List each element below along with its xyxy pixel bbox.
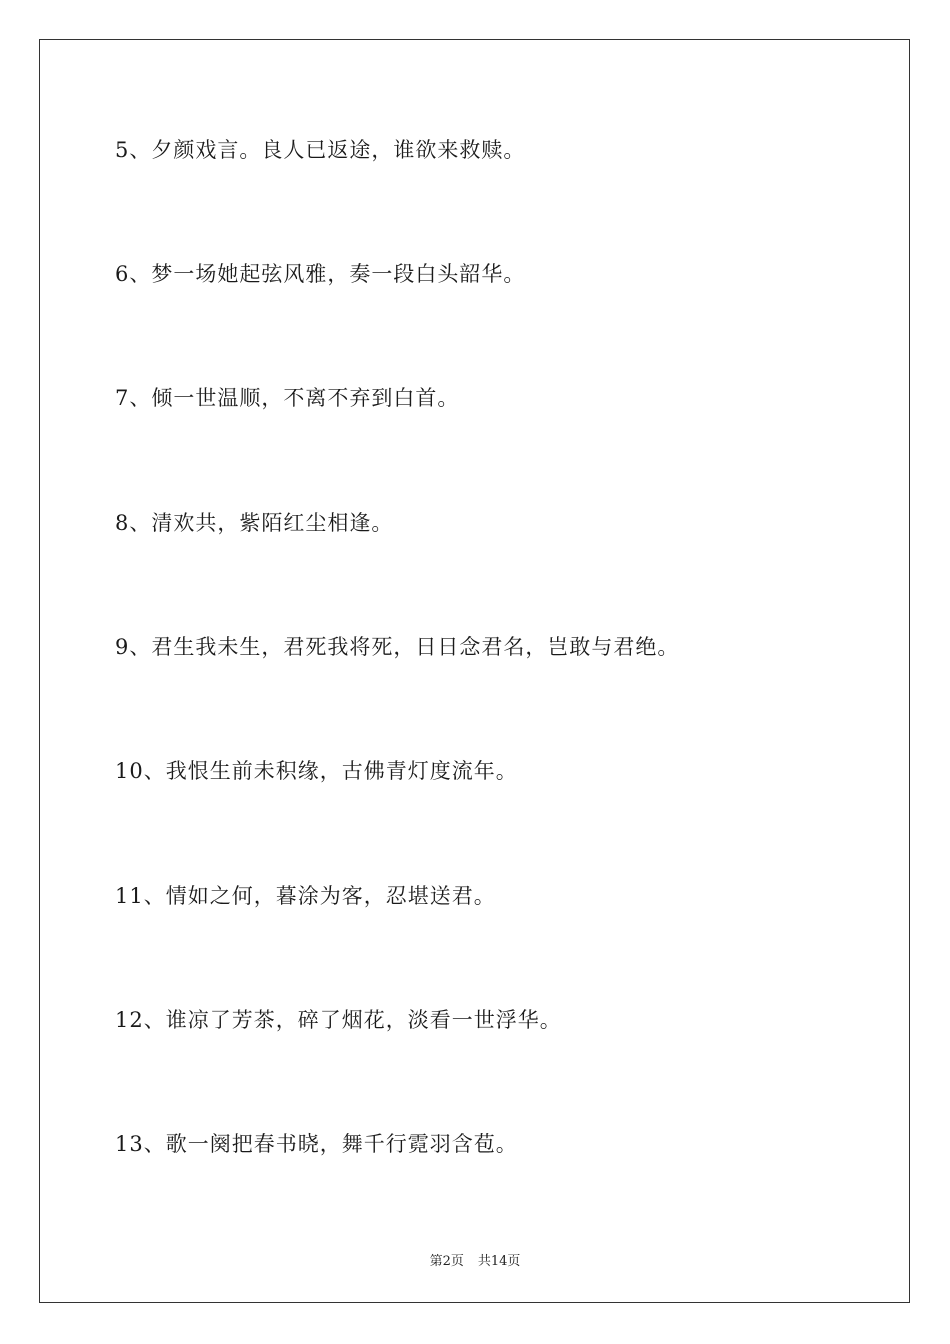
quote-line-8: 8、清欢共，紫陌红尘相逢。 [115,511,394,535]
quote-line-11: 11、情如之何，暮涂为客，忍堪送君。 [115,884,496,908]
page-number: 第2页 [429,1254,464,1269]
quote-line-6: 6、梦一场她起弦风雅，奏一段白头韶华。 [115,262,526,286]
page-total: 共14页 [477,1254,521,1269]
quote-line-5: 5、夕颜戏言。良人已返途，谁欲来救赎。 [115,138,526,162]
quote-line-13: 13、歌一阕把春书晓，舞千行霓羽含苞。 [115,1132,518,1156]
quote-line-12: 12、谁凉了芳茶，碎了烟花，淡看一世浮华。 [115,1008,562,1032]
quote-line-9: 9、君生我未生，君死我将死，日日念君名，岂敢与君绝。 [115,635,680,659]
page-border [39,39,910,1303]
quote-line-7: 7、倾一世温顺，不离不弃到白首。 [115,386,460,410]
quote-line-10: 10、我恨生前未积缘，古佛青灯度流年。 [115,759,518,783]
page-footer [0,1250,950,1269]
